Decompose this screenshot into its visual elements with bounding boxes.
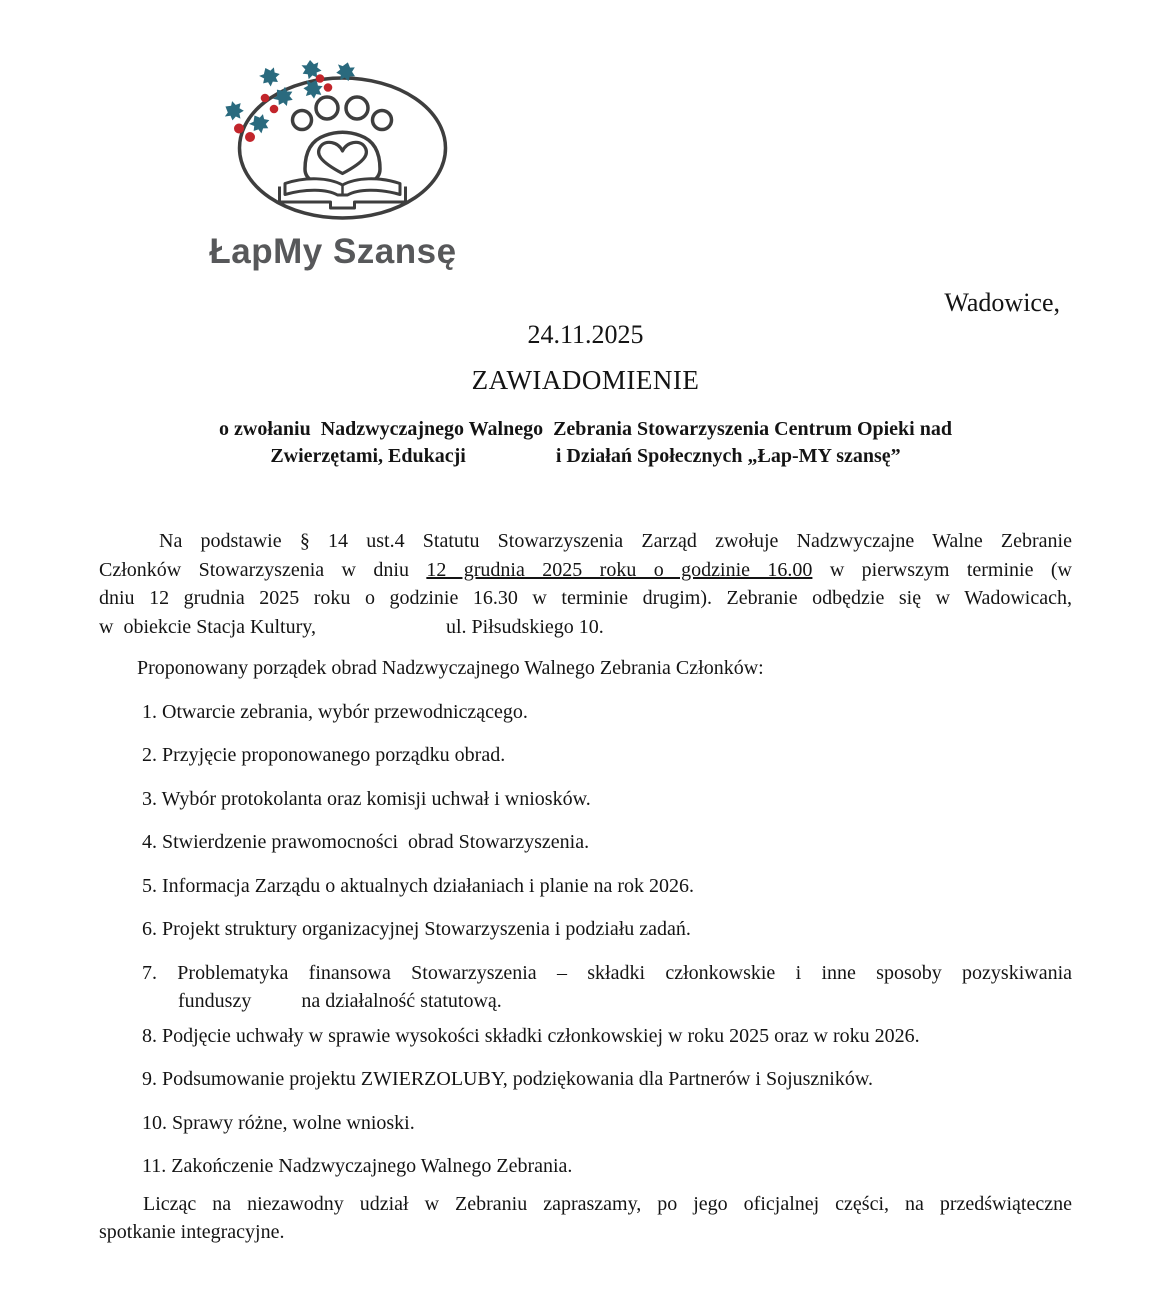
agenda-item-10: 10. Sprawy różne, wolne wnioski. [142,1111,415,1134]
organization-logo [203,56,463,272]
agenda-item-4: 4. Stwierdzenie prawomocności obrad Stowarzyszenia. [142,831,590,853]
agenda-item-1: 1. Otwarcie zebrania, wybór przewodniczącego. [142,700,528,723]
agenda-lead: Proponowany porządek obrad Nadzwyczajnego Walnego Zebrania Członków: [137,657,764,679]
agenda-item-3: 3. Wybór protokolanta oraz komisji uchwał i wniosków. [142,787,591,810]
agenda-item-5: 5. Informacja Zarządu o aktualnych działaniach i planie na rok 2026. [142,874,694,897]
intro-text: Członków Stowarzyszenia w dniu [99,558,427,581]
closing-line: Licząc na niezawodny udział w Zebraniu zapraszamy, po jego oficjalnej części, na przedświąteczne [143,1192,1072,1215]
date-line: 24.11.2025 [527,320,644,349]
agenda-item-8: 8. Podjęcie uchwały w sprawie wysokości składki członkowskiej w roku 2025 oraz w roku 2026. [142,1024,920,1047]
agenda-item-2: 2. Przyjęcie proponowanego porządku obrad. [142,744,506,766]
intro-line: dniu 12 grudnia 2025 roku o godzinie 16.30 w terminie drugim). Zebranie odbędzie się w Wadowicach, [99,587,1072,609]
agenda-item-11: 11. Zakończenie Nadzwyczajnego Walnego Zebrania. [142,1155,573,1177]
intro-line [99,556,1072,585]
subtitle-line: Zwierzętami, Edukacji i Działań Społecznych „Łap-MY szansę” [270,445,901,467]
intro-paragraph [99,527,1072,641]
closing-line: spotkanie integracyjne. [99,1221,285,1243]
document-subtitle [99,416,1072,470]
meeting-date-underlined: 12 grudnia 2025 roku o godzinie 16.00 [426,558,813,581]
agenda-item-7-line: 7. Problematyka finansowa Stowarzyszenia – składki członkowskie i inne sposoby pozyskiwania [142,961,1072,984]
organization-name: ŁapMy Szansę [209,232,457,271]
agenda-item-9: 9. Podsumowanie projektu ZWIERZOLUBY, podziękowania dla Partnerów i Sojuszników. [142,1068,873,1090]
intro-line: w obiekcie Stacja Kultury, ul. Piłsudskiego 10. [99,615,604,638]
agenda-item-6: 6. Projekt struktury organizacyjnej Stowarzyszenia i podziału zadań. [142,918,691,940]
agenda-item-7-line: funduszy na działalność statutową. [178,990,502,1012]
document-title: ZAWIADOMIENIE [471,365,700,395]
intro-text: w pierwszym terminie (w [812,558,1072,581]
subtitle-line: o zwołaniu Nadzwyczajnego Walnego Zebrania Stowarzyszenia Centrum Opieki nad [219,418,952,440]
letter-body [99,288,1072,1247]
intro-line: Na podstawie § 14 ust.4 Statutu Stowarzyszenia Zarząd zwołuje Nadzwyczajne Walne Zebranie [159,530,1072,552]
closing-paragraph [99,1190,1072,1247]
agenda-item-7 [99,959,1072,1016]
place-line: Wadowice, [944,288,1060,317]
agenda-list [99,698,1072,1181]
paw-book-ellipse-logo-icon [208,56,458,234]
